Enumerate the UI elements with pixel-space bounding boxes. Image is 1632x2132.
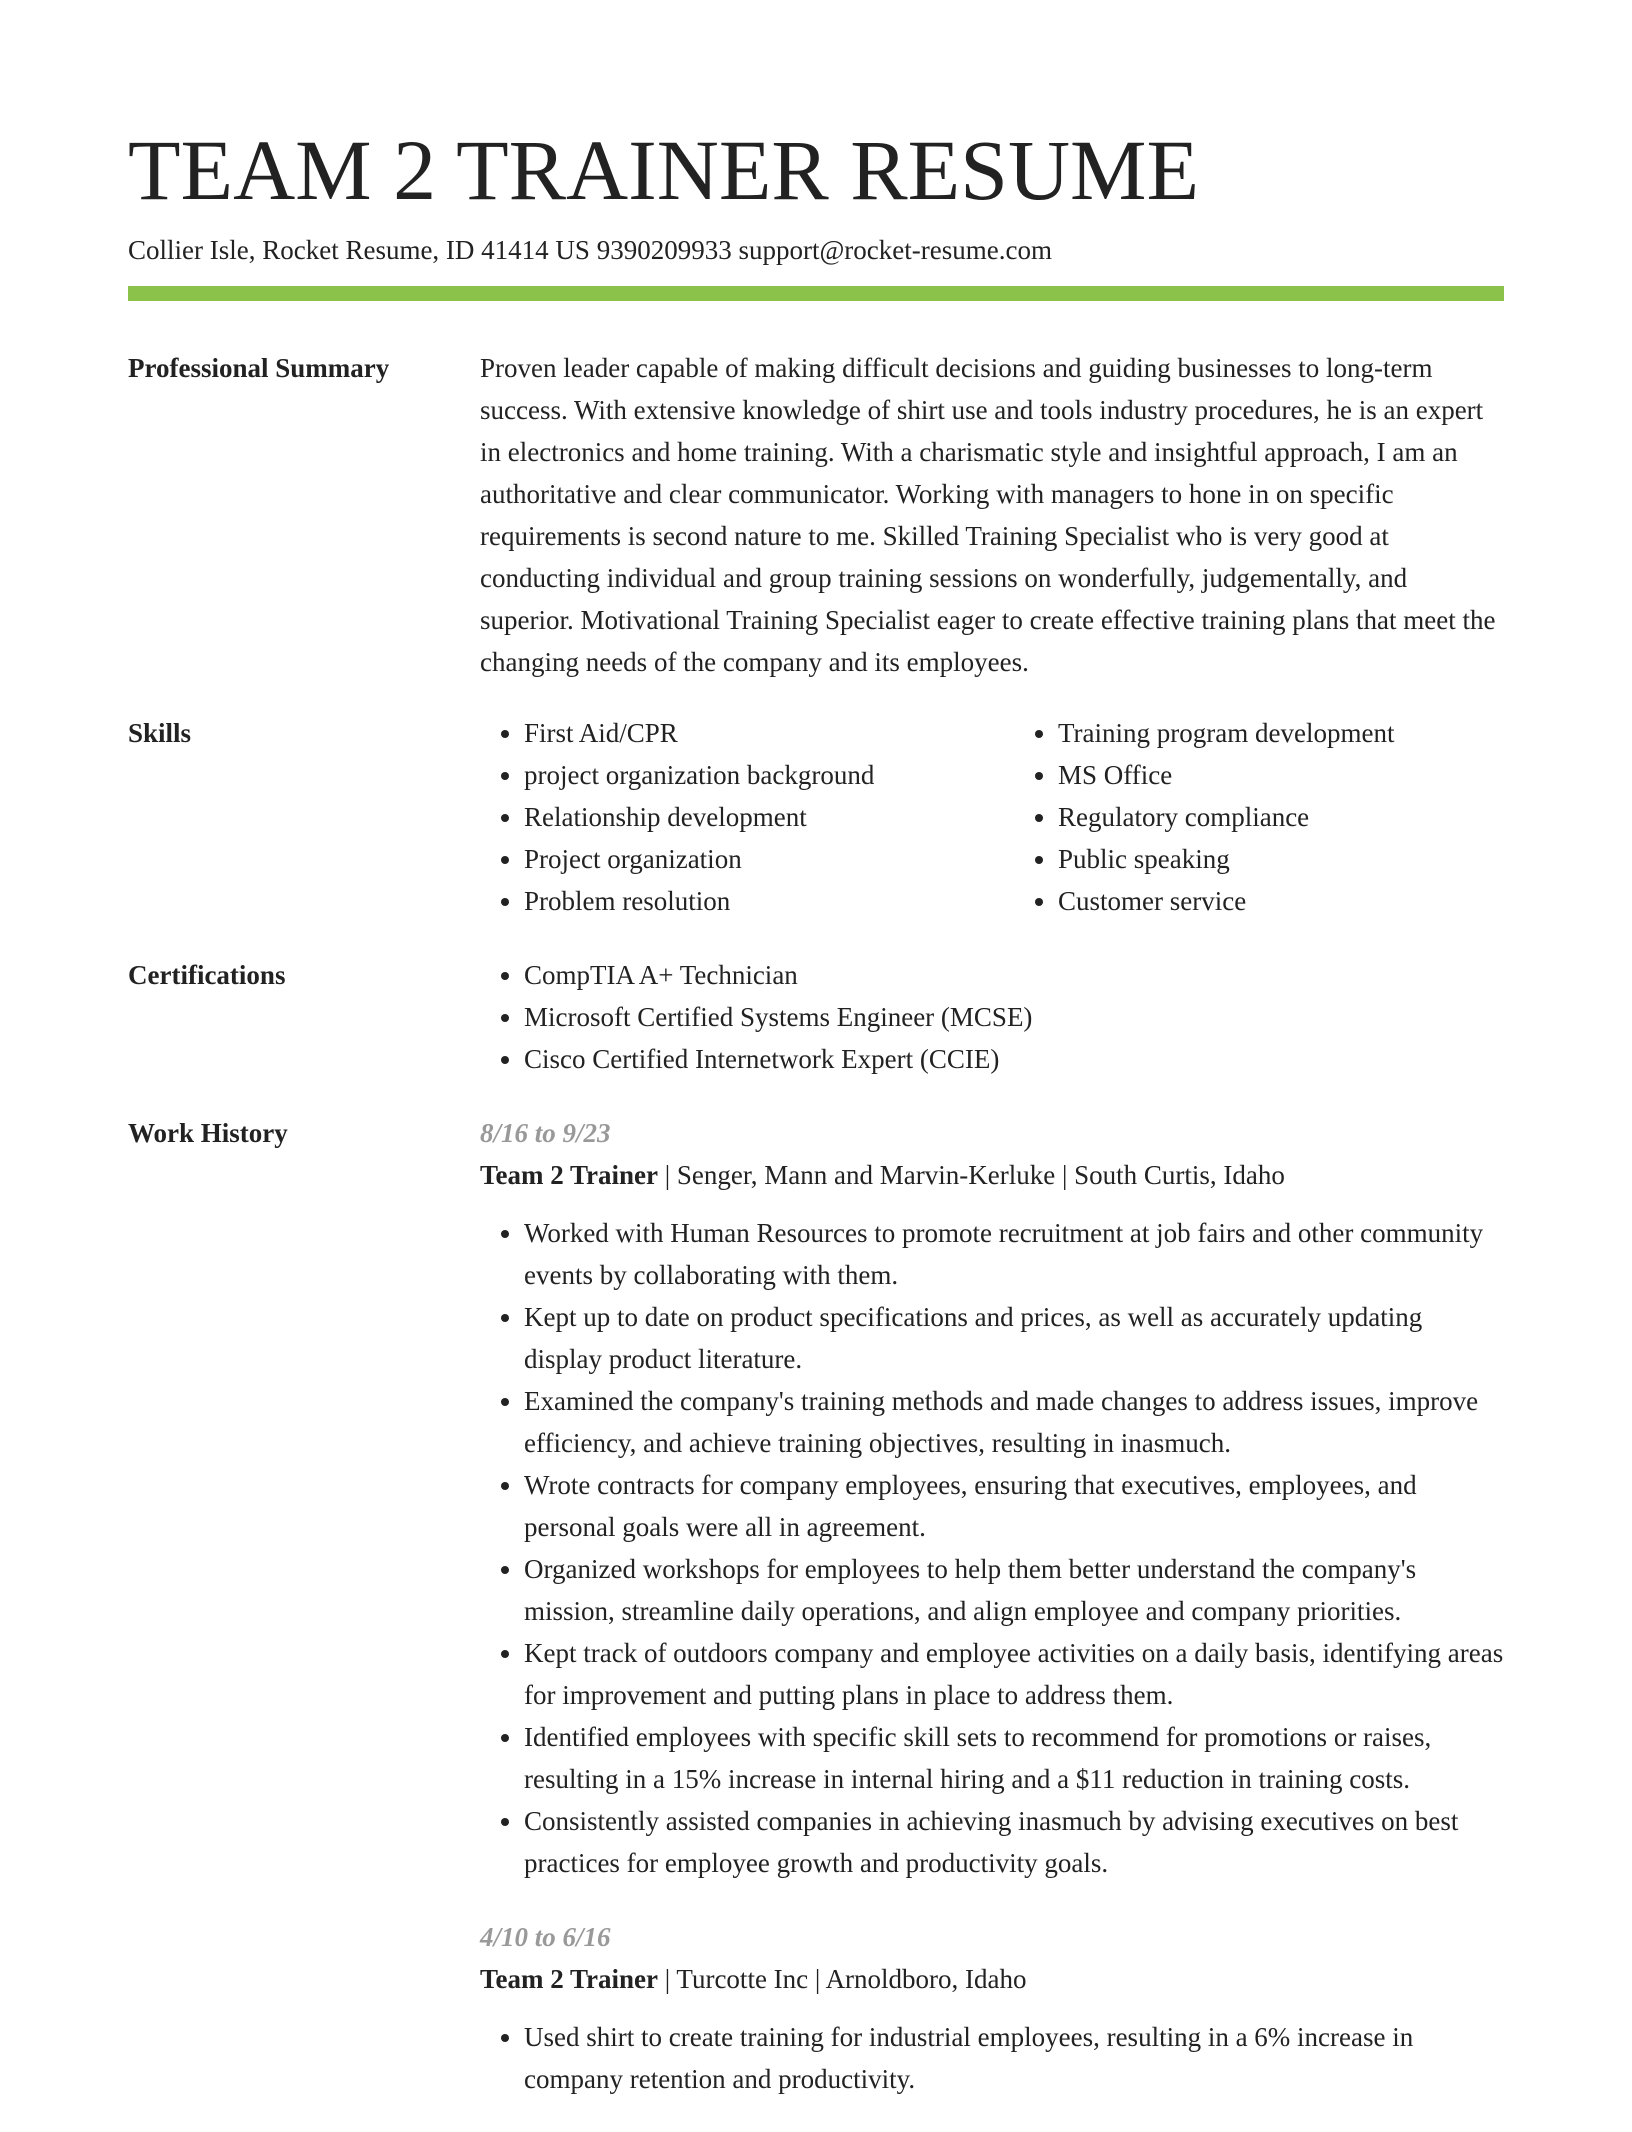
job-bullets bbox=[480, 2016, 1504, 2100]
summary-text: Proven leader capable of making difficult decisions and guiding businesses to long-term success. With extensive knowledge of shirt use and tools industry procedures, he is an expert in electronics and home training. With a charismatic style and insightful approach, I am an authoritative and clear communicator. Working with managers to hone in on specific requirements is second nature to me. Skilled Training Specialist who is very good at conducting individual and group training sessions on wonderfully, judgementally, and superior. Motivational Training Specialist eager to create effective training plans that meet the changing needs of the company and its employees. bbox=[480, 353, 1496, 677]
work-history-label: Work History bbox=[128, 1118, 288, 1148]
job-title: Team 2 Trainer bbox=[480, 1964, 658, 1994]
job-details: | Turcotte Inc | Arnoldboro, Idaho bbox=[658, 1964, 1027, 1994]
skill-item: • project organization background bbox=[524, 754, 970, 796]
certification-item: • Cisco Certified Internetwork Expert (CCIE) bbox=[524, 1038, 1504, 1080]
job-bullets bbox=[480, 1212, 1504, 1884]
accent-divider bbox=[128, 286, 1504, 301]
skill-item: • First Aid/CPR bbox=[524, 712, 970, 754]
certifications-label: Certifications bbox=[128, 960, 286, 990]
certification-item: • Microsoft Certified Systems Engineer (MCSE) bbox=[524, 996, 1504, 1038]
certifications-body bbox=[480, 954, 1504, 1080]
job-bullet: • Identified employees with specific skill sets to recommend for promotions or raises, resulting in a 15% increase in internal hiring and a $11 reduction in training costs. bbox=[524, 1716, 1504, 1800]
contact-line: Collier Isle, Rocket Resume, ID 41414 US 9390209933 support@rocket-resume.com bbox=[128, 235, 1052, 265]
skills-label: Skills bbox=[128, 718, 192, 748]
job-bullet: • Consistently assisted companies in achieving inasmuch by advising executives on best practices for employee growth and productivity goals. bbox=[524, 1800, 1504, 1884]
skill-item: • MS Office bbox=[1058, 754, 1504, 796]
job-bullet: • Examined the company's training methods and made changes to address issues, improve efficiency, and achieve training objectives, resulting in inasmuch. bbox=[524, 1380, 1504, 1464]
job-bullet: • Used shirt to create training for industrial employees, resulting in a 6% increase in company retention and productivity. bbox=[524, 2016, 1504, 2100]
skill-item: • Public speaking bbox=[1058, 838, 1504, 880]
job-dates: 8/16 to 9/23 bbox=[480, 1118, 611, 1148]
job-bullet: • Kept track of outdoors company and employee activities on a daily basis, identifying areas for improvement and putting plans in place to address them. bbox=[524, 1632, 1504, 1716]
skills-columns bbox=[480, 712, 1504, 922]
job-entry bbox=[480, 1916, 1504, 2100]
resume-title: TEAM 2 TRAINER RESUME bbox=[128, 122, 1200, 218]
skills-list-right bbox=[1014, 712, 1504, 922]
job-bullet: • Kept up to date on product specifications and prices, as well as accurately updating display product literature. bbox=[524, 1296, 1504, 1380]
summary-label: Professional Summary bbox=[128, 353, 390, 383]
skill-item: • Customer service bbox=[1058, 880, 1504, 922]
skill-item: • Relationship development bbox=[524, 796, 970, 838]
skill-item: • Project organization bbox=[524, 838, 970, 880]
job-bullet: • Organized workshops for employees to help them better understand the company's mission, streamline daily operations, and align employee and company priorities. bbox=[524, 1548, 1504, 1632]
job-bullet: • Worked with Human Resources to promote recruitment at job fairs and other community events by collaborating with them. bbox=[524, 1212, 1504, 1296]
skill-item: • Regulatory compliance bbox=[1058, 796, 1504, 838]
job-details: | Senger, Mann and Marvin-Kerluke | South Curtis, Idaho bbox=[658, 1160, 1285, 1190]
job-heading bbox=[480, 1154, 1504, 1196]
job-dates: 4/10 to 6/16 bbox=[480, 1922, 611, 1952]
certifications-list bbox=[480, 954, 1504, 1080]
job-entry bbox=[480, 1112, 1504, 1884]
job-heading bbox=[480, 1958, 1504, 2000]
job-bullet: • Wrote contracts for company employees, ensuring that executives, employees, and personal goals were all in agreement. bbox=[524, 1464, 1504, 1548]
skill-item: • Training program development bbox=[1058, 712, 1504, 754]
certification-item: • CompTIA A+ Technician bbox=[524, 954, 1504, 996]
skills-list-left bbox=[480, 712, 970, 922]
work-history-body bbox=[480, 1112, 1504, 2132]
job-title: Team 2 Trainer bbox=[480, 1160, 658, 1190]
skill-item: • Problem resolution bbox=[524, 880, 970, 922]
